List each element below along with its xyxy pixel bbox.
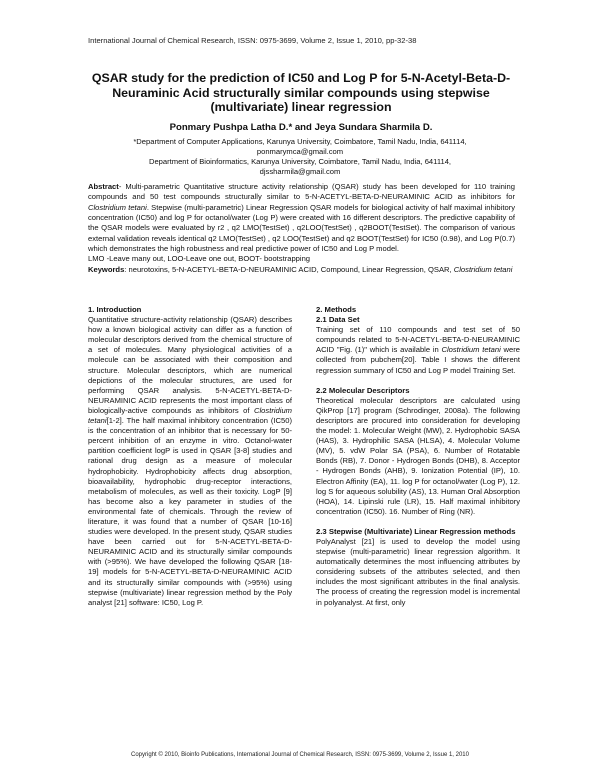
intro-text-a: Quantitative structure-activity relationship (QSAR) describes how a known biological activity can differ as a function of molecular descriptors derived from the chemical structure of a set of molecules. Many physiological activities of a molecule can be associated with their composition and structure. Molecular descriptors, which are numerical depictions of the molecular structures, are used for performing QSAR analysis. 5-N-ACETYL-BETA-D-NEURAMINIC ACID represents the most important class of biologically-active compounds as inhibitors of <box>88 315 292 415</box>
introduction-paragraph <box>88 315 292 608</box>
affiliation-2: Department of Bioinformatics, Karunya University, Coimbatore, Tamil Nadu, India, 641114, <box>148 157 452 166</box>
title-line-3: (multivariate) linear regression <box>210 100 392 115</box>
introduction-heading: 1. Introduction <box>88 305 142 314</box>
right-column <box>316 305 520 608</box>
dataset-text-a: Training set of 110 compounds and test set of 50 compounds related to 5-N-ACETYL-BETA-D-NEURAMINIC ACID "Fig. (1)" which is available in <box>316 325 520 355</box>
abstract-text-b: . Stepwise (multi-parametric) Linear Regression QSAR models for biological activity of half maximal inhibitory concentration (IC50) and log P for octanol/water (Log P) were created with 16 different descriptors. The predictive capability of the QSAR models were evaluated by r2 , q2 LMO(TestSet) , q2LOO(TestSet) , q2BOOT(TestSet). The comparison of various external validation reveals identical q2 LMO(TestSet) , q2 LOO(TestSet) and q2 BOOT(TestSet) for IC50 (0.98), and Log P(0.7) which demonstrates the high robustness and real predictive power of IC50 and Log P model. <box>88 202 515 254</box>
keywords-text: : neurotoxins, 5-N-ACETYL-BETA-D-NEURAMINIC ACID, Compound, Linear Regression, QSAR, <box>124 264 454 274</box>
descriptors-paragraph: Theoretical molecular descriptors are calculated using QikProp [17] program (Schrodinger, 2008a). The following descriptors are procured into consideration for developing the model: 1. Molecular Weight (MW), 2. Hydrophobic SASA (HAS), 3. Hydrophilic SASA (HLSA), 4. Molecular Volume (MV), 5. vdW Polar SA (PSA), 6. Number of Rotatable Bonds (RB), 7. Donor - Hydrogen Bonds (DHB), 8. Acceptor - Hydrogen Bonds (AHB), 9. Ionization Potential (IP), 10. Electron Affinity (EA), 11. log P for octanol/water (Log P), 12. log S for aqueous solubility (AS), 13. Human Oral Absorption (HOA), 14. Lipinski rule (LR), 15. Half maximal inhibitory concentration (IC50). 16. Number of Ring (NR). <box>316 395 520 516</box>
regression-heading: 2.3 Stepwise (Multivariate) Linear Regression methods <box>316 526 516 536</box>
descriptors-heading: 2.2 Molecular Descriptors <box>316 385 410 395</box>
left-column <box>88 305 292 608</box>
keywords-organism: Clostridium tetani <box>453 264 513 274</box>
authors: Ponmary Pushpa Latha D.* and Jeya Sundara Sharmila D. <box>169 122 433 133</box>
dataset-organism: Clostridium tetani <box>441 345 501 355</box>
affiliation-1: *Department of Computer Applications, Karunya University, Coimbatore, Tamil Nadu, India, 641114, <box>133 137 467 146</box>
intro-organism: Clostridium tetani <box>88 405 292 426</box>
keywords-label: Keywords <box>88 264 125 274</box>
abstract-body <box>88 182 515 254</box>
paper-title <box>86 71 516 115</box>
abstract-abbreviations: LMO -Leave many out, LOO-Leave one out, BOOT- bootstrapping <box>88 254 311 264</box>
abstract <box>88 182 515 275</box>
affiliation-2-email[interactable]: djssharmila@gmail.com <box>259 167 341 176</box>
keywords <box>88 265 515 275</box>
dataset-paragraph <box>316 325 520 375</box>
abstract-organism: Clostridium tetani <box>88 202 147 212</box>
dataset-heading: 2.1 Data Set <box>316 315 360 325</box>
affiliations <box>120 137 480 177</box>
dataset-text-b: were collected from pubchem[20]. Table I shows the different regression summary of IC50 and Log P model Training Set. <box>316 345 521 375</box>
intro-text-b: [1-2]. The half maximal inhibitory concentration (IC50) is the concentration of an inhibitor that is necessary for 50-percent inhibition of an enzyme in vitro. Octanol-water partition coefficient logP is used in QSAR [3-8] studies and rational drug design as a measure of molecular hydrophobicity. Hydrophobicity affects drug absorption, bioavailability, hydrophobic drug-receptor interactions, metabolism of molecules, as well as their toxicity. LogP [9] has become also a key parameter in studies of the environmental fate of chemicals. Through the review of literature, it was found that a number of QSAR [10-16] studies were developed. In the present study, QSAR studies have been carried out for 5-N-ACETYL-BETA-D-NEURAMINIC ACID and its structurally similar compounds with (>95%). We have developed the following QSAR [18-19] models for 5-N-ACETYL-BETA-D-NEURAMINIC ACID and its structurally similar compounds with (>95%) using stepwise (multivariate) linear regression method by the Poly analyst [21] software: IC50, Log P. <box>88 416 292 607</box>
title-line-2: Neuraminic Acid structurally similar compounds using stepwise <box>112 85 490 100</box>
regression-paragraph: PolyAnalyst [21] is used to develop the model using stepwise (multi-parametric) linear regression algorithm. It automatically determines the most influencing attributes by considering subsets of the attributes selected, and then includes the most significant attributes in the final analysis. The process of creating the regression model is incremental in polyanalyst. At first, only <box>316 536 520 607</box>
title-line-1: QSAR study for the prediction of IC50 and Log P for 5-N-Acetyl-Beta-D- <box>91 71 511 85</box>
affiliation-1-email[interactable]: ponmarymca@gmail.com <box>256 147 344 156</box>
journal-header: International Journal of Chemical Research, ISSN: 0975-3699, Volume 2, Issue 1, 2010, pp-32-38 <box>88 36 417 45</box>
abstract-text-a: - Multi-parametric Quantitative structure activity relationship (QSAR) study has been developed for 110 training compounds and 50 test compounds structurally similar to 5-N-ACETYL-BETA-D-NEURAMINIC ACID as inhibitors for <box>88 182 515 202</box>
footer-copyright: Copyright © 2010, Bioinfo Publications, International Journal of Chemical Research, ISSN: 0975-3699, Volume 2, Issue 1, 2010 <box>131 752 469 758</box>
methods-heading: 2. Methods <box>316 305 357 314</box>
abstract-label: Abstract <box>88 182 119 191</box>
